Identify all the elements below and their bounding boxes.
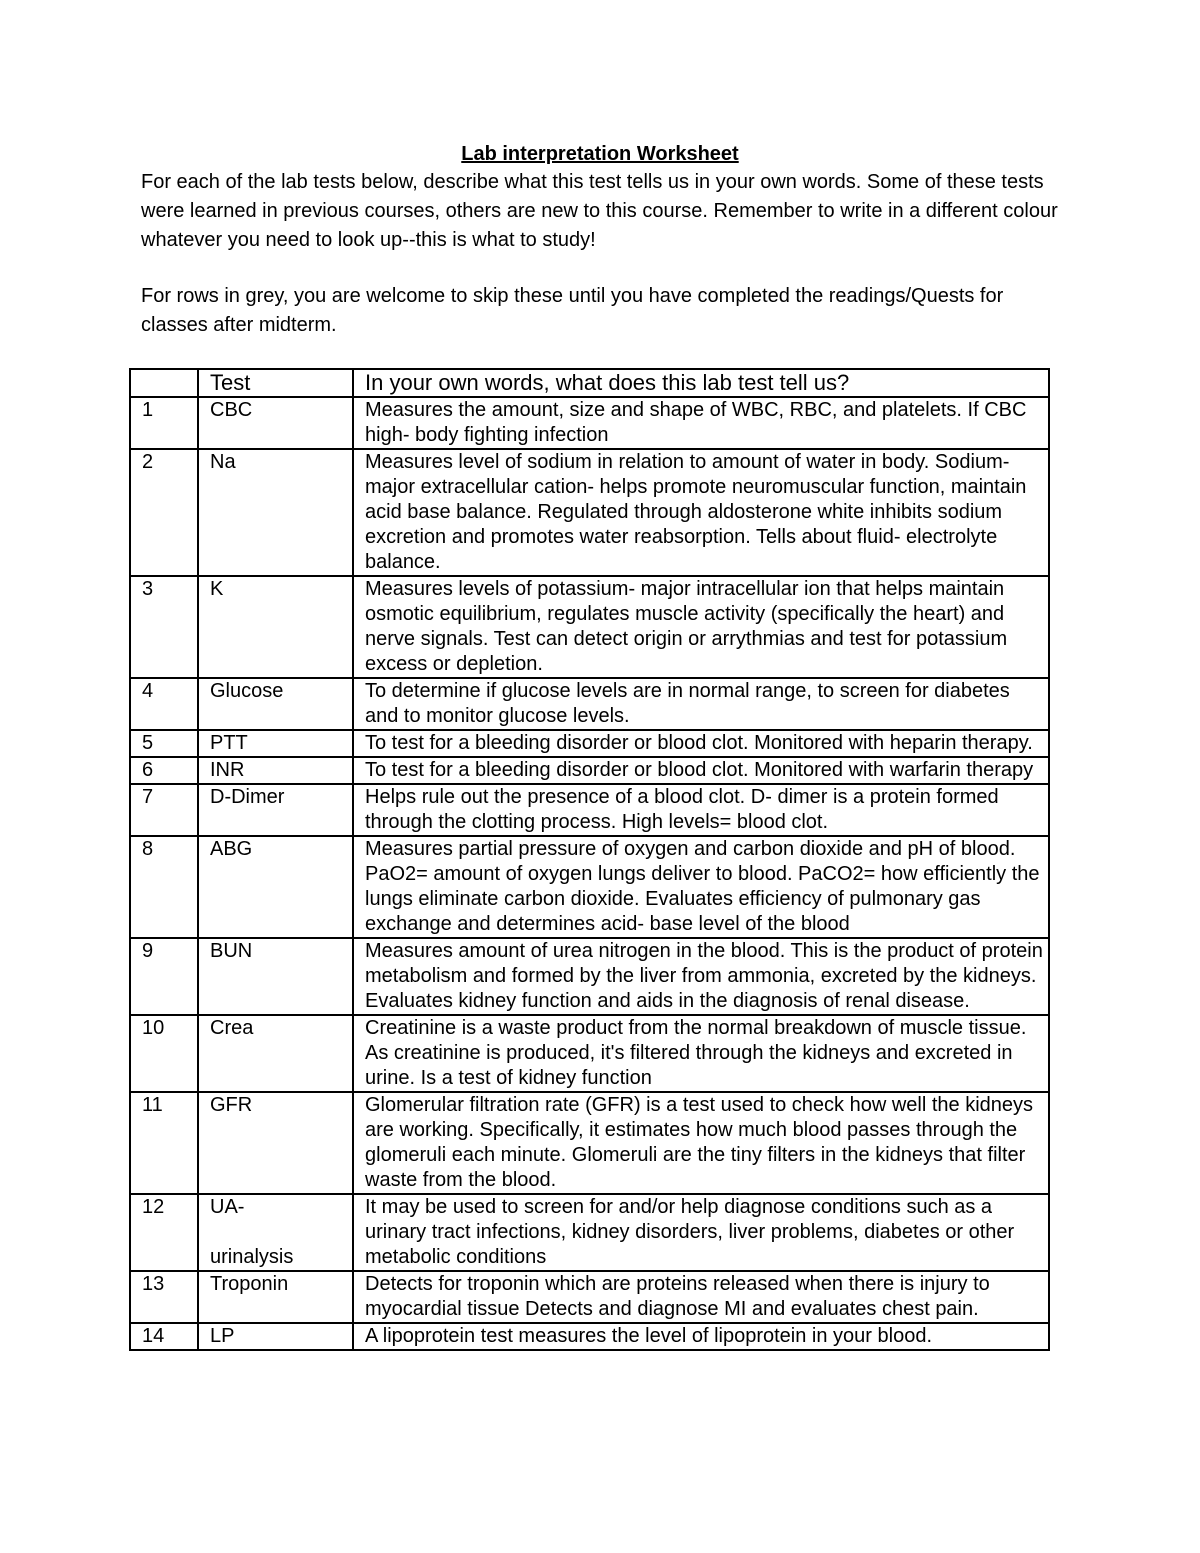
table-row: [130, 576, 1049, 678]
table-row: [130, 1194, 1049, 1271]
row-number: 11: [130, 1092, 198, 1194]
row-description: Measures partial pressure of oxygen and carbon dioxide and pH of blood. PaO2= amount of oxygen lungs deliver to blood. PaCO2= how efficiently the lungs eliminate carbon dioxide. Evaluates efficiency of pulmonary gas exchange and determines acid- base level of the blood: [353, 836, 1049, 938]
row-test-name: D-Dimer: [198, 784, 353, 836]
row-test-name: INR: [198, 757, 353, 784]
lab-tests-table: [129, 368, 1050, 1351]
header-test: Test: [198, 369, 353, 397]
row-test-name: LP: [198, 1323, 353, 1350]
row-description: A lipoprotein test measures the level of lipoprotein in your blood.: [353, 1323, 1049, 1350]
header-number: [130, 369, 198, 397]
table-row: [130, 1271, 1049, 1323]
table-row: [130, 1015, 1049, 1092]
table-row: [130, 784, 1049, 836]
row-number: 5: [130, 730, 198, 757]
table-header-row: [130, 369, 1049, 397]
row-test-name: ABG: [198, 836, 353, 938]
table-row: [130, 449, 1049, 576]
row-test-name: Troponin: [198, 1271, 353, 1323]
row-test-name: Glucose: [198, 678, 353, 730]
row-number: 8: [130, 836, 198, 938]
row-description: To test for a bleeding disorder or blood clot. Monitored with warfarin therapy: [353, 757, 1049, 784]
row-number: 4: [130, 678, 198, 730]
row-number: 10: [130, 1015, 198, 1092]
row-description: To determine if glucose levels are in normal range, to screen for diabetes and to monitor glucose levels.: [353, 678, 1049, 730]
row-number: 9: [130, 938, 198, 1015]
row-number: 14: [130, 1323, 198, 1350]
row-description: To test for a bleeding disorder or blood clot. Monitored with heparin therapy.: [353, 730, 1049, 757]
row-number: 7: [130, 784, 198, 836]
row-test-name: Crea: [198, 1015, 353, 1092]
row-number: 3: [130, 576, 198, 678]
row-number: 6: [130, 757, 198, 784]
row-number: 13: [130, 1271, 198, 1323]
table-row: [130, 757, 1049, 784]
row-test-name: GFR: [198, 1092, 353, 1194]
header-description: In your own words, what does this lab test tell us?: [353, 369, 1049, 397]
row-number: 12: [130, 1194, 198, 1271]
row-test-name: Na: [198, 449, 353, 576]
row-description: Measures level of sodium in relation to amount of water in body. Sodium- major extracellular cation- helps promote neuromuscular function, maintain acid base balance. Regulated through aldosterone white inhibits sodium excretion and promotes water reabsorption. Tells about fluid- electrolyte balance.: [353, 449, 1049, 576]
row-test-name: K: [198, 576, 353, 678]
table-row: [130, 1092, 1049, 1194]
row-description: Measures levels of potassium- major intracellular ion that helps maintain osmotic equilibrium, regulates muscle activity (specifically the heart) and nerve signals. Test can detect origin or arrythmias and test for potassium excess or depletion.: [353, 576, 1049, 678]
table-row: [130, 836, 1049, 938]
row-description: Glomerular filtration rate (GFR) is a test used to check how well the kidneys are working. Specifically, it estimates how much blood passes through the glomeruli each minute. Glomeruli are the tiny filters in the kidneys that filter waste from the blood.: [353, 1092, 1049, 1194]
table-row: [130, 1323, 1049, 1350]
table-row: [130, 678, 1049, 730]
table-row: [130, 397, 1049, 449]
grey-rows-note: For rows in grey, you are welcome to skip these until you have completed the readings/Quests for classes after midterm.: [141, 285, 1004, 336]
table-row: [130, 938, 1049, 1015]
row-description: Measures amount of urea nitrogen in the blood. This is the product of protein metabolism and formed by the liver from ammonia, excreted by the kidneys. Evaluates kidney function and aids in the diagnosis of renal disease.: [353, 938, 1049, 1015]
table-row: [130, 730, 1049, 757]
row-description: Helps rule out the presence of a blood clot. D- dimer is a protein formed through the clotting process. High levels= blood clot.: [353, 784, 1049, 836]
row-number: 2: [130, 449, 198, 576]
row-description: Measures the amount, size and shape of WBC, RBC, and platelets. If CBC high- body fighting infection: [353, 397, 1049, 449]
row-test-name: BUN: [198, 938, 353, 1015]
row-description: Detects for troponin which are proteins released when there is injury to myocardial tissue Detects and diagnose MI and evaluates chest pain.: [353, 1271, 1049, 1323]
row-test-name: UA- urinalysis: [198, 1194, 353, 1271]
row-test-name: PTT: [198, 730, 353, 757]
row-test-name: CBC: [198, 397, 353, 449]
document-title: Lab interpretation Worksheet: [461, 143, 739, 165]
row-description: Creatinine is a waste product from the normal breakdown of muscle tissue. As creatinine is produced, it's filtered through the kidneys and excreted in urine. Is a test of kidney function: [353, 1015, 1049, 1092]
row-number: 1: [130, 397, 198, 449]
row-description: It may be used to screen for and/or help diagnose conditions such as a urinary tract infections, kidney disorders, liver problems, diabetes or other metabolic conditions: [353, 1194, 1049, 1271]
instructions-paragraph: For each of the lab tests below, describe what this test tells us in your own words. Some of these tests were learned in previous courses, others are new to this course. Remember to write in a different colour whatever you need to look up--this is what to study!: [141, 171, 1058, 251]
